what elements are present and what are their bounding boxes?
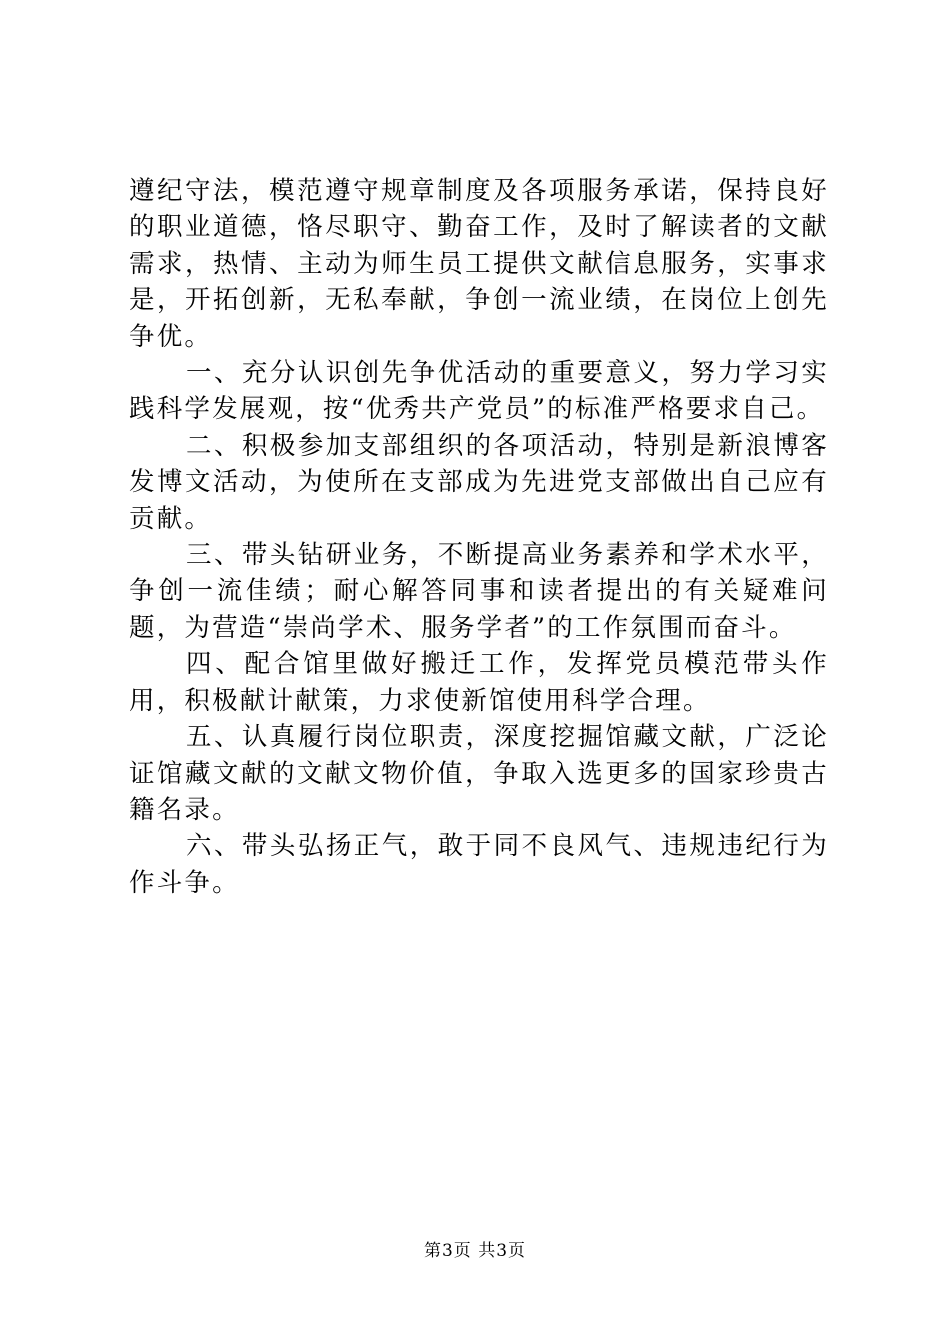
paragraph-item-6: 六、带头弘扬正气，敢于同不良风气、违规违纪行为作斗争。: [129, 831, 829, 898]
paragraph-item-5: 五、认真履行岗位职责，深度挖掘馆藏文献，广泛论证馆藏文献的文献文物价值，争取入选更多的国家珍贵古籍名录。: [129, 722, 829, 825]
paragraph-item-3: 三、带头钻研业务，不断提高业务素养和学术水平，争创一流佳绩；耐心解答同事和读者提出的有关疑难问题，为营造“崇尚学术、服务学者”的工作氛围而奋斗。: [129, 540, 829, 643]
page-number-footer: 第3页 共3页: [423, 1241, 527, 1261]
paragraph-continuation: 遵纪守法，模范遵守规章制度及各项服务承诺，保持良好的职业道德，恪尽职守、勤奋工作，及时了解读者的文献需求，热情、主动为师生员工提供文献信息服务，实事求是，开拓创新，无私奉献，争创一流业绩，在岗位上创先争优。: [129, 176, 829, 352]
paragraph-item-4: 四、配合馆里做好搬迁工作，发挥党员模范带头作用，积极献计献策，力求使新馆使用科学合理。: [129, 649, 829, 716]
document-body: [129, 173, 829, 901]
paragraph-item-1: 一、充分认识创先争优活动的重要意义，努力学习实践科学发展观，按“优秀共产党员”的标准严格要求自己。: [129, 358, 829, 425]
paragraph-item-2: 二、积极参加支部组织的各项活动，特别是新浪博客发博文活动，为使所在支部成为先进党支部做出自己应有贡献。: [129, 430, 829, 534]
